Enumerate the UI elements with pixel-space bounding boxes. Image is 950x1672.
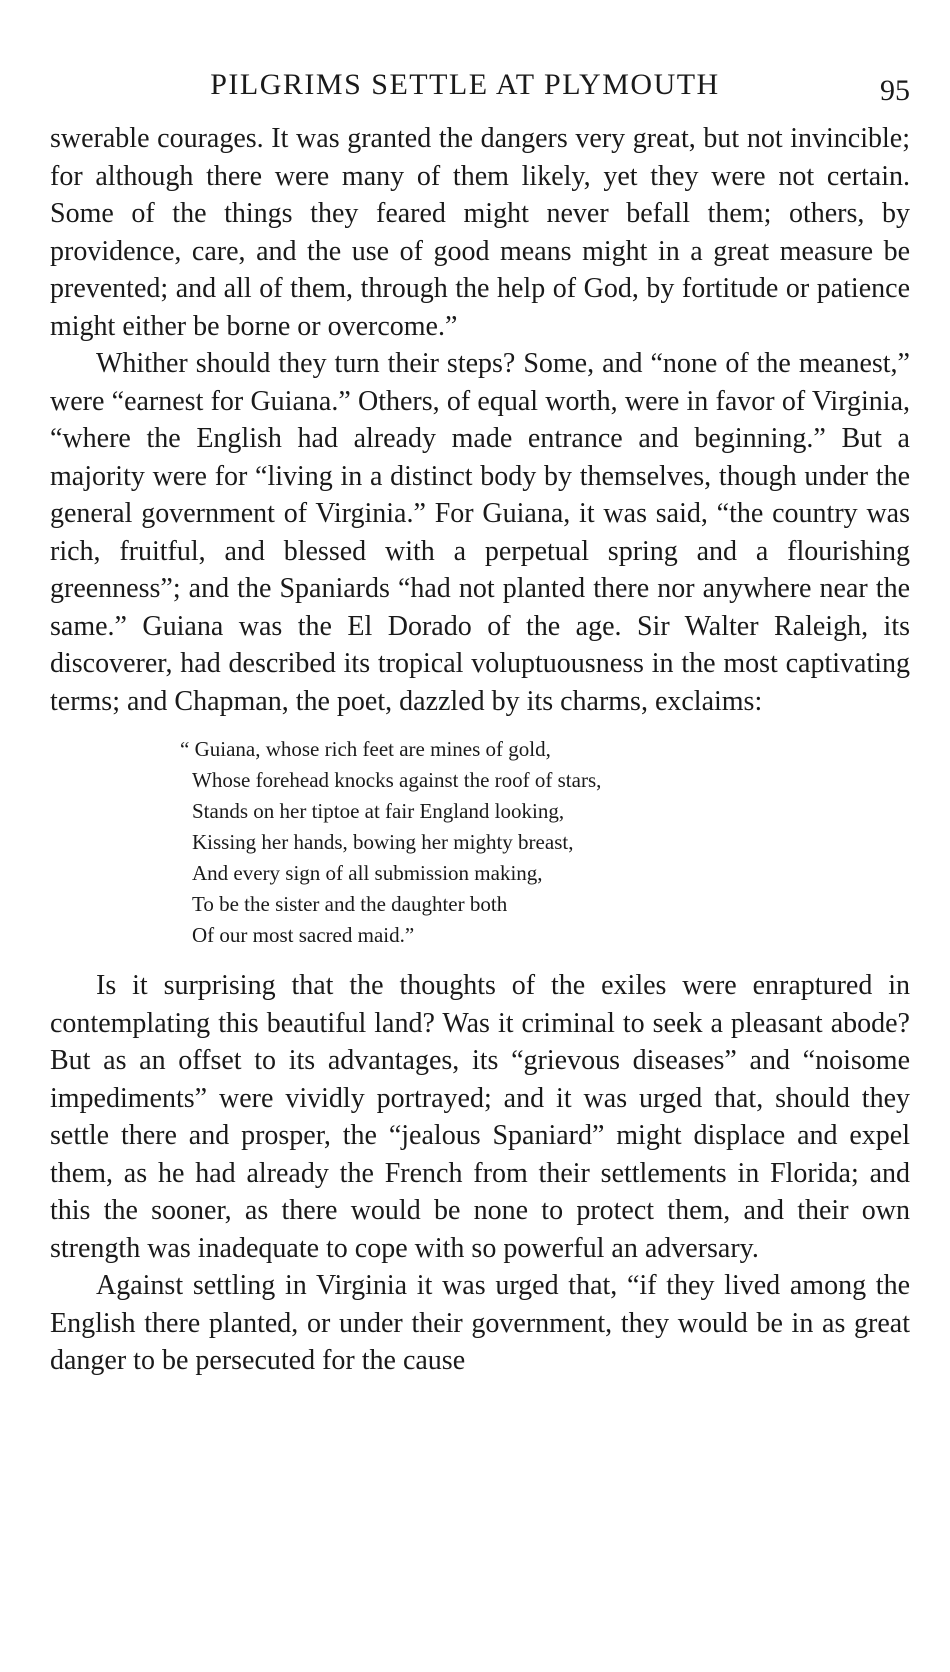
running-head: [50, 68, 910, 120]
verse-line: Stands on her tiptoe at fair England looking,: [192, 799, 565, 823]
running-title: PILGRIMS SETTLE AT PLYMOUTH: [210, 68, 720, 101]
paragraph: Is it surprising that the thoughts of the exiles were enraptured in contemplating this beautiful land? Was it criminal to seek a pleasant abode? But as an offset to its advantages, its “grievous diseases” and “noisome impediments” were vividly portrayed; and it was urged that, should they settle there and prosper, the “jealous Spaniard” might displace and expel them, as he had already the French from their settlements in Florida; and this the sooner, as there would be none to protect them, and their own strength was inadequate to cope with so powerful an adversary.: [50, 970, 910, 1264]
verse-quotation: [180, 734, 910, 951]
verse-line: Kissing her hands, bowing her mighty breast,: [192, 830, 574, 854]
paragraph: swerable courages. It was granted the dangers very great, but not invincible; for although there were many of them likely, yet they were not certain. Some of the things they feared might never befall them; others, by providence, care, and the use of good means might in a great measure be prevented; and all of them, through the help of God, by fortitude or patience might either be borne or overcome.”: [50, 123, 910, 342]
verse-line: Of our most sacred maid.”: [192, 923, 415, 947]
verse-line: To be the sister and the daughter both: [192, 892, 508, 916]
paragraph: Against settling in Virginia it was urged that, “if they lived among the English there planted, or under their government, they would be in as great danger to be persecuted for the cause: [50, 1270, 910, 1376]
verse-line: And every sign of all submission making,: [192, 861, 543, 885]
verse-line: Whose forehead knocks against the roof of stars,: [192, 768, 602, 792]
verse-line: “ Guiana, whose rich feet are mines of gold,: [180, 737, 551, 761]
page-number: 95: [880, 74, 910, 107]
body-text: [50, 120, 910, 1380]
book-page: [50, 68, 910, 1380]
paragraph: Whither should they turn their steps? Some, and “none of the meanest,” were “earnest for Guiana.” Others, of equal worth, were in favor of Virginia, “where the English had already made entrance and beginning.” But a majority were for “living in a distinct body by themselves, though under the general government of Virginia.” For Guiana, it was said, “the country was rich, fruitful, and blessed with a perpetual spring and a flourishing greenness”; and the Spaniards “had not planted there nor anywhere near the same.” Guiana was the El Dorado of the age. Sir Walter Raleigh, its discoverer, had described its tropical voluptuousness in the most captivating terms; and Chapman, the poet, dazzled by its charms, exclaims:: [50, 348, 910, 717]
